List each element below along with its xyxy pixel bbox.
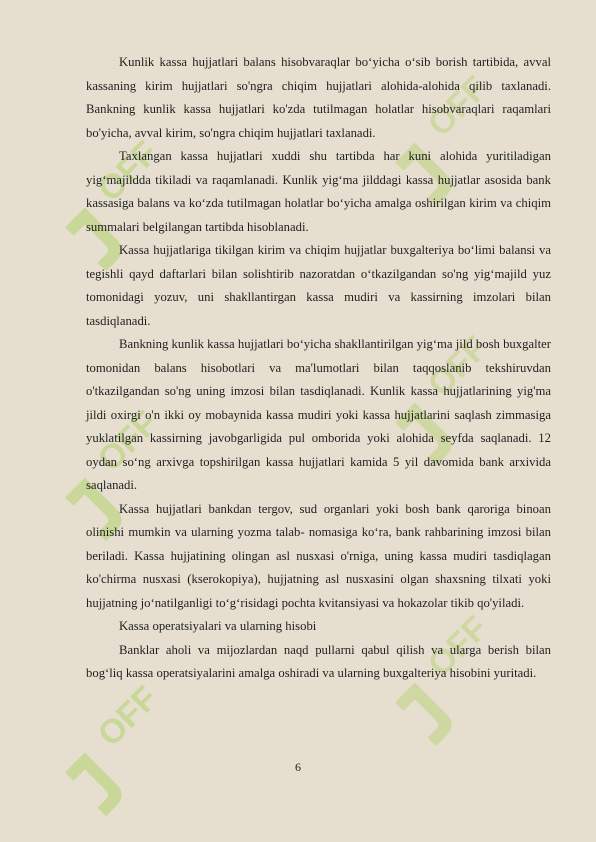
section-heading: Kassa operatsiyalari va ularning hisobi — [119, 619, 317, 633]
paragraph: Banklar aholi va mijozlardan naqd pullarni qabul qilish va ularga berish bilan bog‘liq kassa operatsiyalarini amalga oshiradi va ularning buxgalteriya hisobini yuritadi. — [86, 642, 551, 680]
paragraph: Taxlangan kassa hujjatlari xuddi shu tartibda har kuni alohida yuritiladigan yig‘majildda tikiladi va raqamlanadi. Kunlik yig‘ma jilddagi kassa hujjatlar asosida bank kassasiga balans va ko‘zda tutilmagan holatlar bo‘yicha amalga oshirilgan kirim va chiqim summalari belgilangan tartibda hisoblanadi. — [86, 149, 551, 234]
paragraph: Kassa hujjatlari bankdan tergov, sud organlari yoki bosh bank qaroriga binoan olinishi mumkin va ularning yozma talab- nomasiga ko‘ra, bank rahbarining imzosi bilan beriladi. Kassa hujjatining olingan asl nusxasi o'rniga, uning kassa mudiri tasdiqlagan ko'chirma nusxasi (kserokopiya), hujjatning asl nusxasini olgan shaxsning tilxati yoki hujjatning jo‘natilganligi to‘g‘risidagi pochta kvitansiyasi va hokazolar tikib qo'yiladi. — [86, 501, 551, 610]
watermark-text: OFF — [90, 403, 166, 479]
watermark-text: OFF — [420, 608, 496, 684]
watermark-text: OFF — [420, 68, 496, 144]
watermark-text: OFF — [90, 133, 166, 209]
watermark-hook-icon — [394, 683, 458, 747]
paragraph: Kunlik kassa hujjatlari balans hisobvaraqlar bo‘yicha o‘sib borish tartibida, avval kassaning kirim hujjatlari so'ngra chiqim hujjatlari alohida-alohida qilib taxlanadi. Bankning kunlik kassa hujjatlari ko'zda tutilmagan holatlar hisobvaraqlari raqamlari bo'yicha, avval kirim, so'ngra chiqim hujjatlari taxlanadi. — [86, 55, 551, 140]
paragraph: Bankning kunlik kassa hujjatlari bo‘yicha shakllantirilgan yig‘ma jild bosh buxgalter tomonidan balans hisobotlari va ma'lumotlari bilan taqqoslanib tekshiruvdan o'tkazilgandan so'ng uning imzosi bilan tasdiqlanadi. Kunlik kassa hujjatlarining yig'ma jildi oxirgi o'n ikki oy mobaynida kassa mudiri yoki kassa hujjatlarini saqlash zimmasiga yuklatilgan kassirning javobgarligida pul omborida yoki alohida seyfda saqlanadi. 12 oydan so‘ng arxivga topshirilgan kassa hujjatlari kamida 5 yil davomida bank arxivida saqlanadi. — [86, 337, 551, 492]
document-body — [86, 51, 551, 686]
watermark-text: OFF — [90, 678, 166, 754]
paragraph: Kassa hujjatlariga tikilgan kirim va chiqim hujjatlar buxgalteriya bo‘limi balansi va tegishli qayd daftarlari bilan solishtirib nazoratdan o‘tkazilgandan so'ng yig‘majild yuz tomonidagi yozuv, uni shakllantirgan kassa mudiri va kassirning imzolari bilan tasdiqlanadi. — [86, 243, 551, 328]
page-number: 6 — [295, 760, 301, 774]
watermark-text: OFF — [420, 328, 496, 404]
watermark-bottom-left — [54, 679, 191, 816]
